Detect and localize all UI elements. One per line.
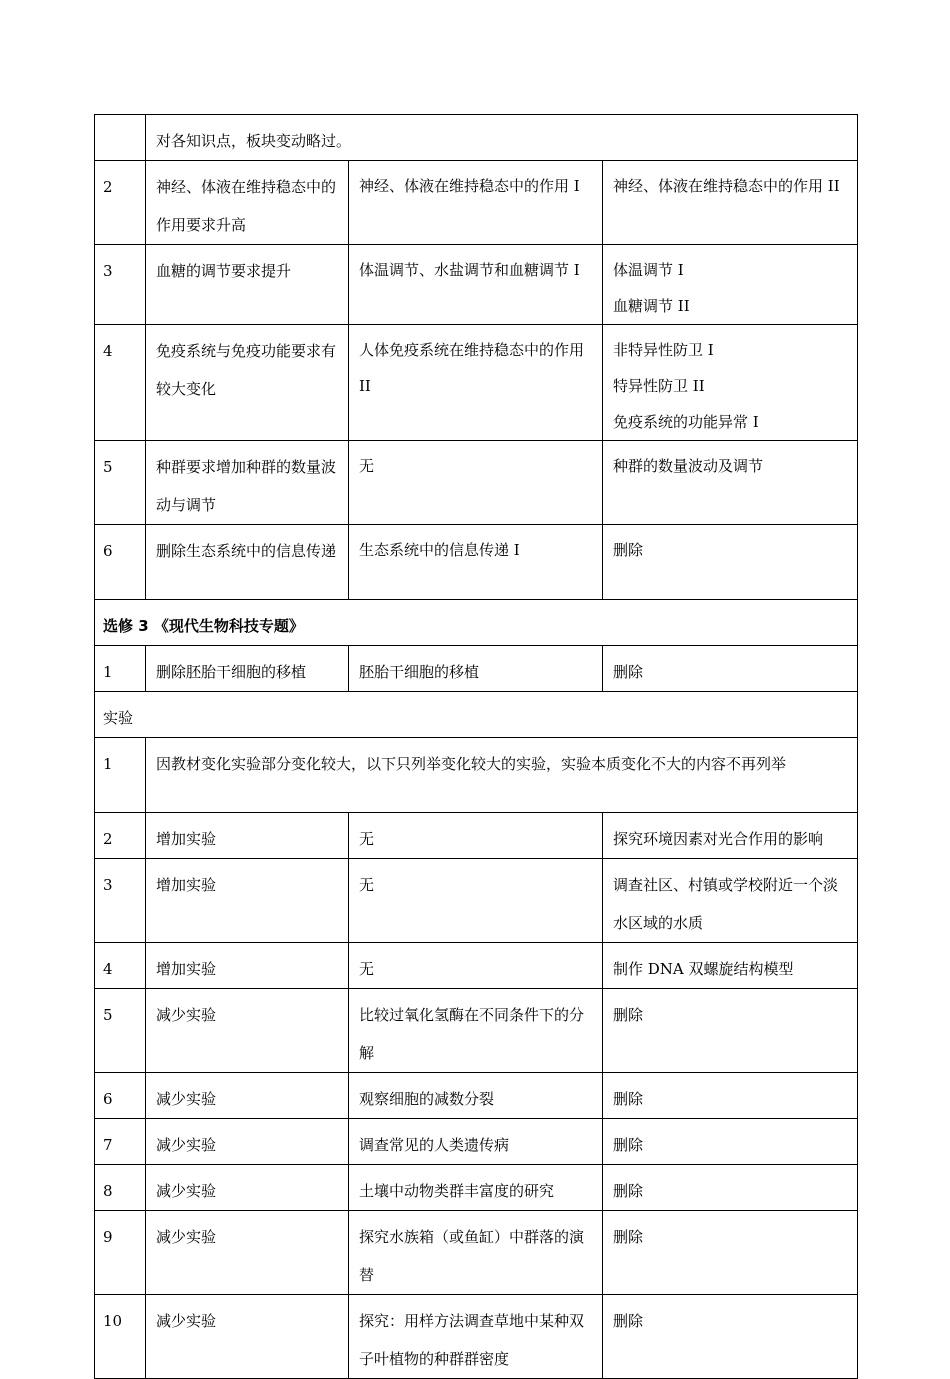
new-requirement-cell: 删除 bbox=[603, 1073, 858, 1119]
table-row bbox=[95, 813, 858, 859]
table-row bbox=[95, 325, 858, 441]
old-requirement-cell: 无 bbox=[349, 943, 603, 989]
row-number: 5 bbox=[95, 441, 146, 525]
new-requirement-cell: 删除 bbox=[603, 646, 858, 692]
table-row bbox=[95, 989, 858, 1073]
row-number: 8 bbox=[95, 1165, 146, 1211]
experiment-intro-note: 因教材变化实验部分变化较大，以下只列举变化较大的实验，实验本质变化不大的内容不再列举 bbox=[146, 738, 858, 813]
row-number: 4 bbox=[95, 943, 146, 989]
old-requirement-cell: 无 bbox=[349, 859, 603, 943]
new-requirement-cell: 体温调节 I 血糖调节 II bbox=[603, 245, 858, 325]
table-row bbox=[95, 943, 858, 989]
row-number: 9 bbox=[95, 1211, 146, 1295]
row-number: 6 bbox=[95, 1073, 146, 1119]
table-row bbox=[95, 161, 858, 245]
table-row bbox=[95, 1295, 858, 1379]
change-cell: 减少实验 bbox=[146, 1211, 349, 1295]
new-requirement-cell: 神经、体液在维持稳态中的作用 II bbox=[603, 161, 858, 245]
old-requirement-cell: 比较过氧化氢酶在不同条件下的分解 bbox=[349, 989, 603, 1073]
old-requirement-cell: 胚胎干细胞的移植 bbox=[349, 646, 603, 692]
section-row bbox=[95, 692, 858, 738]
section-row bbox=[95, 600, 858, 646]
change-cell: 血糖的调节要求提升 bbox=[146, 245, 349, 325]
section-heading-experiment: 实验 bbox=[95, 692, 858, 738]
table-row bbox=[95, 1073, 858, 1119]
new-requirement-cell: 制作 DNA 双螺旋结构模型 bbox=[603, 943, 858, 989]
row-number: 5 bbox=[95, 989, 146, 1073]
new-requirement-cell: 删除 bbox=[603, 1119, 858, 1165]
old-requirement-cell: 观察细胞的减数分裂 bbox=[349, 1073, 603, 1119]
old-requirement-cell: 生态系统中的信息传递 I bbox=[349, 525, 603, 600]
old-requirement-cell: 人体免疫系统在维持稳态中的作用 II bbox=[349, 325, 603, 441]
change-cell: 种群要求增加种群的数量波动与调节 bbox=[146, 441, 349, 525]
new-requirement-cell: 删除 bbox=[603, 1165, 858, 1211]
new-requirement-cell: 删除 bbox=[603, 525, 858, 600]
table-row bbox=[95, 646, 858, 692]
change-cell: 增加实验 bbox=[146, 859, 349, 943]
old-requirement-cell: 探究：用样方法调查草地中某种双子叶植物的种群群密度 bbox=[349, 1295, 603, 1379]
old-requirement-cell: 体温调节、水盐调节和血糖调节 I bbox=[349, 245, 603, 325]
change-cell: 减少实验 bbox=[146, 1073, 349, 1119]
old-requirement-cell: 土壤中动物类群丰富度的研究 bbox=[349, 1165, 603, 1211]
change-cell: 增加实验 bbox=[146, 943, 349, 989]
change-cell: 减少实验 bbox=[146, 1119, 349, 1165]
old-requirement-cell: 无 bbox=[349, 813, 603, 859]
intro-note: 对各知识点，板块变动略过。 bbox=[146, 115, 858, 161]
row-number: 3 bbox=[95, 859, 146, 943]
table-row bbox=[95, 245, 858, 325]
table-row bbox=[95, 115, 858, 161]
section-heading-xuanxiu: 选修 3 《现代生物科技专题》 bbox=[95, 600, 858, 646]
new-requirement-cell: 删除 bbox=[603, 989, 858, 1073]
new-requirement-cell: 种群的数量波动及调节 bbox=[603, 441, 858, 525]
change-cell: 减少实验 bbox=[146, 1165, 349, 1211]
table-row bbox=[95, 1211, 858, 1295]
row-number: 1 bbox=[95, 646, 146, 692]
old-requirement-cell: 无 bbox=[349, 441, 603, 525]
row-number: 3 bbox=[95, 245, 146, 325]
table-row bbox=[95, 525, 858, 600]
row-number: 2 bbox=[95, 813, 146, 859]
row-number: 1 bbox=[95, 738, 146, 813]
change-cell: 减少实验 bbox=[146, 989, 349, 1073]
change-cell: 减少实验 bbox=[146, 1295, 349, 1379]
row-number: 2 bbox=[95, 161, 146, 245]
row-number bbox=[95, 115, 146, 161]
new-requirement-cell: 探究环境因素对光合作用的影响 bbox=[603, 813, 858, 859]
change-cell: 删除胚胎干细胞的移植 bbox=[146, 646, 349, 692]
table-row bbox=[95, 738, 858, 813]
change-cell: 删除生态系统中的信息传递 bbox=[146, 525, 349, 600]
old-requirement-cell: 探究水族箱（或鱼缸）中群落的演替 bbox=[349, 1211, 603, 1295]
row-number: 6 bbox=[95, 525, 146, 600]
new-requirement-cell: 删除 bbox=[603, 1211, 858, 1295]
changes-table bbox=[94, 114, 858, 1379]
table-row bbox=[95, 441, 858, 525]
old-requirement-cell: 调查常见的人类遗传病 bbox=[349, 1119, 603, 1165]
new-requirement-cell: 调查社区、村镇或学校附近一个淡水区域的水质 bbox=[603, 859, 858, 943]
new-requirement-cell: 非特异性防卫 I 特异性防卫 II 免疫系统的功能异常 I bbox=[603, 325, 858, 441]
change-cell: 神经、体液在维持稳态中的作用要求升高 bbox=[146, 161, 349, 245]
new-requirement-cell: 删除 bbox=[603, 1295, 858, 1379]
table-row bbox=[95, 859, 858, 943]
old-requirement-cell: 神经、体液在维持稳态中的作用 I bbox=[349, 161, 603, 245]
table-row bbox=[95, 1165, 858, 1211]
table-row bbox=[95, 1119, 858, 1165]
row-number: 7 bbox=[95, 1119, 146, 1165]
row-number: 4 bbox=[95, 325, 146, 441]
change-cell: 免疫系统与免疫功能要求有较大变化 bbox=[146, 325, 349, 441]
row-number: 10 bbox=[95, 1295, 146, 1379]
change-cell: 增加实验 bbox=[146, 813, 349, 859]
